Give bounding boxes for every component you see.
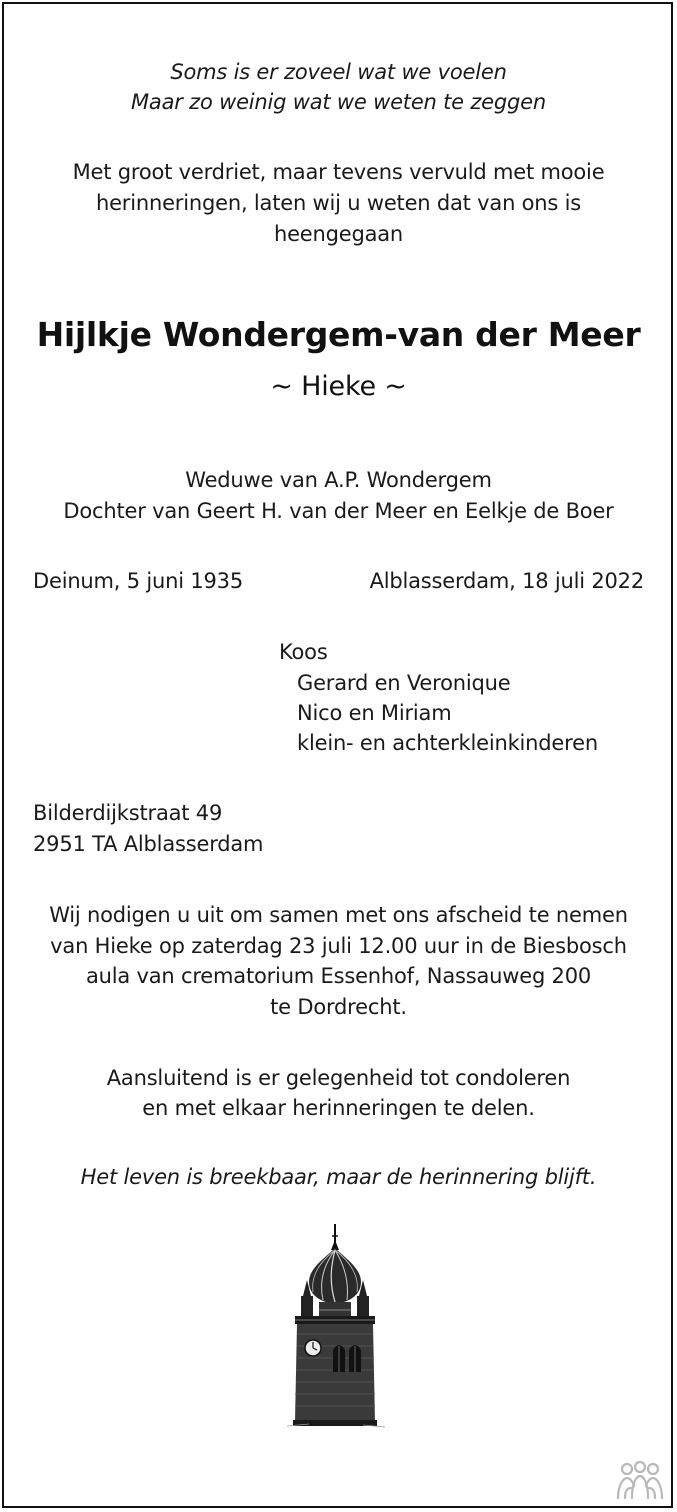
condolence-line-1: Aansluitend is er gelegenheid tot condoleren xyxy=(106,1066,571,1090)
family-child-2: Nico en Miriam xyxy=(297,701,452,725)
invitation-line-3: aula van crematorium Essenhof, Nassauweg 200 xyxy=(85,964,592,988)
announcement-line-3: heengegaan xyxy=(273,222,404,246)
family-spouse: Koos xyxy=(279,640,328,664)
birth-place-date: Deinum, 5 juni 1935 xyxy=(33,569,243,593)
relation-widow: Weduwe van A.P. Wondergem xyxy=(185,468,492,492)
invitation-line-2: van Hieke op zaterdag 23 juli 12.00 uur in de Biesbosch xyxy=(50,934,627,958)
opening-quote-line-1: Soms is er zoveel wat we voelen xyxy=(170,60,507,84)
announcement-line-2: herinneringen, laten wij u weten dat van ons is xyxy=(95,191,582,215)
closing-quote: Het leven is breekbaar, maar de herinnering blijft. xyxy=(80,1165,597,1189)
people-group-icon xyxy=(614,1460,666,1502)
opening-quote-line-2: Maar zo weinig wat we weten te zeggen xyxy=(130,90,546,114)
condolence-line-2: en met elkaar herinneringen te delen. xyxy=(142,1096,535,1120)
address-street: Bilderdijkstraat 49 xyxy=(33,801,223,825)
announcement-line-1: Met groot verdriet, maar tevens vervuld met mooie xyxy=(72,160,605,184)
death-place-date: Alblasserdam, 18 juli 2022 xyxy=(369,569,644,593)
deceased-nickname: ~ Hieke ~ xyxy=(270,371,407,402)
relation-daughter: Dochter van Geert H. van der Meer en Eelkje de Boer xyxy=(63,499,614,523)
address-city: 2951 TA Alblasserdam xyxy=(33,832,264,856)
church-tower-icon xyxy=(279,1222,391,1430)
invitation-line-1: Wij nodigen u uit om samen met ons afscheid te nemen xyxy=(49,903,628,927)
deceased-name: Hijlkje Wondergem-van der Meer xyxy=(36,315,641,354)
family-grandchildren: klein- en achterkleinkinderen xyxy=(297,731,598,755)
invitation-line-4: te Dordrecht. xyxy=(270,995,407,1019)
family-child-1: Gerard en Veronique xyxy=(297,671,511,695)
